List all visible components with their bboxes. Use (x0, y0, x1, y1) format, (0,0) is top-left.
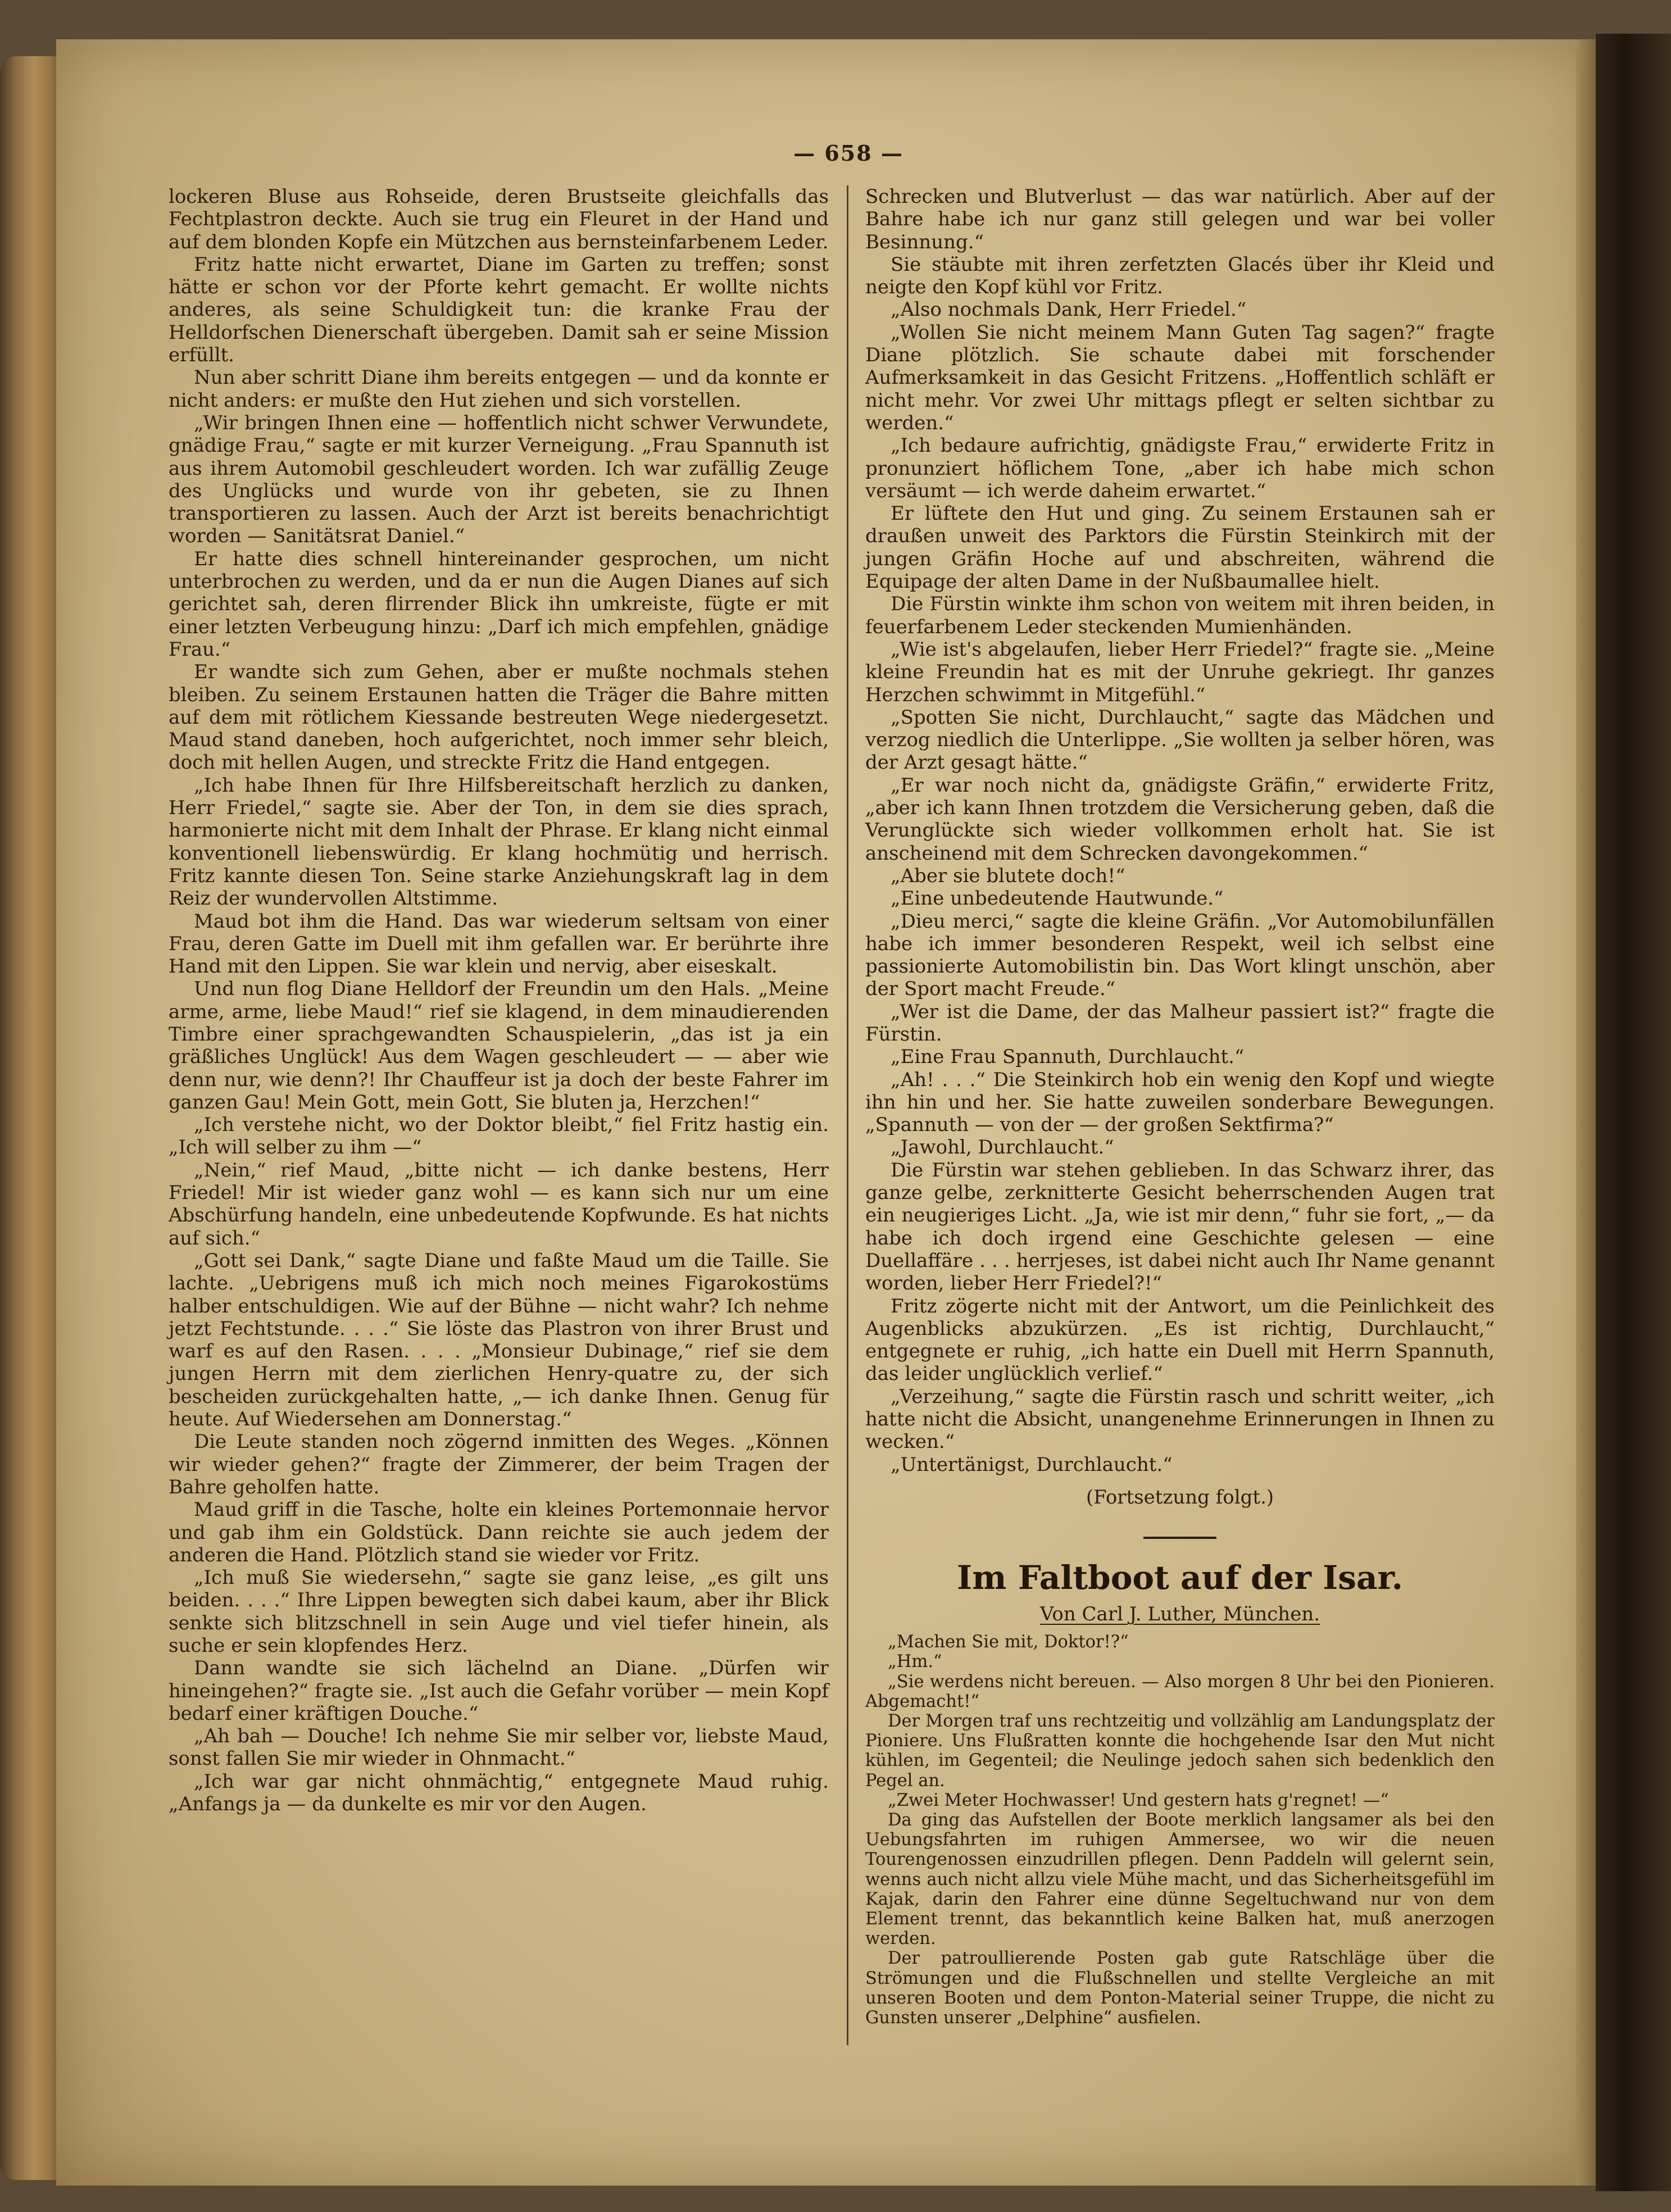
paragraph: „Dieu merci,“ sagte die kleine Gräfin. „Vor Automobilunfällen habe ich immer besonderen Respekt, weil ich selbst eine passionierte Automobilistin bin. Das Wort klingt unschön, aber der Sport macht Freude.“ (865, 910, 1495, 1001)
paragraph: „Gott sei Dank,“ sagte Diane und faßte Maud um die Taille. Sie lachte. „Uebrigens muß ich mich noch meines Figarokostüms halber entschuldigen. Wie auf der Bühne — nicht wahr? Ich nehme jetzt Fechtstunde. . . .“ Sie löste das Plastron von ihrer Brust und warf es auf den Rasen. . . . „Monsieur Dubinage,“ rief sie dem jungen Herrn mit dem zierlichen Henry-quatre zu, der sich bescheiden zurückgehalten hatte, „— ich danke Ihnen. Genug für heute. Auf Wiedersehen am Donnerstag.“ (169, 1249, 829, 1431)
paragraph: „Nein,“ rief Maud, „bitte nicht — ich danke bestens, Herr Friedel! Mir ist wieder ganz wohl — es kann sich nur um eine Abschürfung handeln, eine unbedeutende Kopfwunde. Es hat nichts auf sich.“ (169, 1159, 829, 1250)
paragraph: „Ich war gar nicht ohnmächtig,“ entgegnete Maud ruhig. „Anfangs ja — da dunkelte es mir vor den Augen. (169, 1770, 829, 1816)
paragraph: „Hm.“ (888, 1652, 942, 1672)
paragraph: „Ich muß Sie wiedersehn,“ sagte sie ganz leise, „es gilt uns beiden. . . .“ Ihre Lippen bewegten sich dabei kaum, aber ihr Blick senkte sich blitzschnell in sein Auge und viel tiefer hinein, als suche er sein klopfendes Herz. (169, 1566, 829, 1657)
paragraph: „Ich bedaure aufrichtig, gnädigste Frau,“ erwiderte Fritz in pronunziert höflichem Tone, „aber ich habe mich schon versäumt — ich werde daheim erwartet.“ (865, 434, 1495, 502)
paragraph: lockeren Bluse aus Rohseide, deren Brustseite gleichfalls das Fechtplastron deckte. Auch sie trug ein Fleuret in der Hand und auf dem blonden Kopfe ein Mützchen aus bernsteinfarbenem Leder. (169, 185, 829, 253)
paragraph: „Eine unbedeutende Hautwunde.“ (891, 887, 1224, 910)
section-divider (1143, 1537, 1216, 1539)
page-stack-edge (0, 56, 62, 2180)
paragraph: „Verzeihung,“ sagte die Fürstin rasch und schritt weiter, „ich hatte nicht die Absicht, unangenehme Erinnerungen in Ihnen zu wecken.“ (865, 1385, 1495, 1454)
paragraph: Fritz zögerte nicht mit der Antwort, um die Peinlichkeit des Augenblicks abzukürzen. „Es ist richtig, Durchlaucht,“ entgegnete er ruhig, „ich hatte ein Duell mit Herrn Spannuth, das leider unglücklich verlief.“ (865, 1295, 1495, 1386)
paragraph: Da ging das Aufstellen der Boote merklich langsamer als bei den Uebungsfahrten im ruhigen Ammersee, wo wir die neuen Tourengenossen einzudrillen pflegen. Denn Paddeln will gelernt sein, wenns auch nicht allzu viele Mühe macht, und das Sicherheitsgefühl im Kajak, darin den Fahrer eine dünne Segeltuchwand nur von dem Element trennt, das bekanntlich keine Balken hat, muß anerzogen werden. (865, 1810, 1495, 1949)
book-binding (1596, 34, 1671, 2191)
paragraph: „Eine Frau Spannuth, Durchlaucht.“ (891, 1046, 1245, 1069)
paragraph: Der Morgen traf uns rechtzeitig und vollzählig am Landungsplatz der Pioniere. Uns Flußratten konnte die hochgehende Isar den Mut nicht kühlen, im Gegenteil; die Neulinge jedoch sahen sich bedenklich den Pegel an. (865, 1711, 1495, 1791)
paragraph: „Er war noch nicht da, gnädigste Gräfin,“ erwiderte Fritz, „aber ich kann Ihnen trotzdem die Versicherung geben, daß die Verunglückte sich wieder vollkommen erholt hat. Sie ist anscheinend mit dem Schrecken davongekommen.“ (865, 774, 1495, 865)
paragraph: Er wandte sich zum Gehen, aber er mußte nochmals stehen bleiben. Zu seinem Erstaunen hatten die Träger die Bahre mitten auf dem mit rötlichem Kiessande bestreuten Wege niedergesetzt. Maud stand daneben, hoch aufgerichtet, noch immer sehr bleich, doch mit hellen Augen, und streckte Fritz die Hand entgegen. (169, 661, 829, 774)
paragraph: Und nun flog Diane Helldorf der Freundin um den Hals. „Meine arme, arme, liebe Maud!“ rief sie klagend, in dem minaudierenden Timbre einer sprachgewandten Schauspielerin, „das ist ja ein gräßliches Unglück! Aus dem Wagen geschleudert — — aber wie denn nur, wie denn?! Ihr Chauffeur ist ja doch der beste Fahrer im ganzen Gau! Mein Gott, mein Gott, Sie bluten ja, Herzchen!“ (169, 978, 829, 1114)
right-column (865, 185, 1495, 2028)
paragraph: Sie stäubte mit ihren zerfetzten Glacés über ihr Kleid und neigte den Kopf kühl vor Fritz. (865, 253, 1495, 299)
article-body (865, 1632, 1495, 2028)
paragraph: „Wollen Sie nicht meinem Mann Guten Tag sagen?“ fragte Diane plötzlich. Sie schaute dabei mit forschender Aufmerksamkeit in das Gesicht Fritzens. „Hoffentlich schläft er nicht mehr. Vor zwei Uhr mittags pflegt er selten sichtbar zu werden.“ (865, 321, 1495, 434)
paragraph: Die Leute standen noch zögernd inmitten des Weges. „Können wir wieder gehen?“ fragte der Zimmerer, der beim Tragen der Bahre geholfen hatte. (169, 1430, 829, 1498)
paragraph: „Ich verstehe nicht, wo der Doktor bleibt,“ fiel Fritz hastig ein. „Ich will selber zu ihm —“ (169, 1114, 829, 1159)
paragraph: Maud griff in die Tasche, holte ein kleines Portemonnaie hervor und gab ihm ein Goldstück. Dann reichte sie auch jedem der anderen die Hand. Plötzlich stand sie wieder vor Fritz. (169, 1498, 829, 1566)
page-number: — 658 — (793, 140, 903, 166)
column-divider (847, 185, 848, 2045)
paragraph: Schrecken und Blutverlust — das war natürlich. Aber auf der Bahre habe ich nur ganz still gelegen und war bei voller Besinnung.“ (865, 185, 1495, 253)
paragraph: „Spotten Sie nicht, Durchlaucht,“ sagte das Mädchen und verzog niedlich die Unterlippe. „Sie wollten ja selber hören, was der Arzt gesagt hätte.“ (865, 706, 1495, 774)
paragraph: Nun aber schritt Diane ihm bereits entgegen — und da konnte er nicht anders: er mußte den Hut ziehen und sich vorstellen. (169, 366, 829, 412)
paragraph: „Ah bah — Douche! Ich nehme Sie mir selber vor, liebste Maud, sonst fallen Sie mir wieder in Ohnmacht.“ (169, 1725, 829, 1770)
paragraph: Die Fürstin winkte ihm schon von weitem mit ihren beiden, in feuerfarbenem Leder steckenden Mumienhänden. (865, 593, 1495, 638)
paragraph: Maud bot ihm die Hand. Das war wiederum seltsam von einer Frau, deren Gatte im Duell mit ihm gefallen war. Er berührte ihre Hand mit den Lippen. Sie war klein und nervig, aber eiseskalt. (169, 910, 829, 978)
continued-note: (Fortsetzung folgt.) (1086, 1486, 1274, 1509)
paragraph: Die Fürstin war stehen geblieben. In das Schwarz ihrer, das ganze gelbe, zerknitterte Gesicht beherrschenden Augen trat ein neugieriges Licht. „Ja, wie ist mir denn,“ fuhr sie fort, „— da habe ich doch irgend eine Geschichte gelesen — eine Duellaffäre . . . herrjeses, ist dabei nicht auch Ihr Name genannt worden, lieber Herr Friedel?!“ (865, 1159, 1495, 1295)
article-byline: Von Carl J. Luther, München. (1039, 1603, 1320, 1626)
paragraph: „Machen Sie mit, Doktor!?“ (888, 1632, 1129, 1652)
paragraph: Er lüftete den Hut und ging. Zu seinem Erstaunen sah er draußen unweit des Parktors die Fürstin Steinkirch mit der jungen Gräfin Hoche auf und abschreiten, während die Equipage der alten Dame in der Nußbaumallee hielt. (865, 502, 1495, 593)
paragraph: „Aber sie blutete doch!“ (891, 864, 1125, 887)
paragraph: „Jawohl, Durchlaucht.“ (891, 1136, 1114, 1159)
paragraph: Fritz hatte nicht erwartet, Diane im Garten zu treffen; sonst hätte er schon vor der Pforte kehrt gemacht. Er wollte nichts anderes, als seine Schuldigkeit tun: die kranke Frau der Helldorfschen Dienerschaft übergeben. Damit sah er seine Mission erfüllt. (169, 253, 829, 367)
paragraph: Dann wandte sie sich lächelnd an Diane. „Dürfen wir hineingehen?“ fragte sie. „Ist auch die Gefahr vorüber — mein Kopf bedarf einer kräftigen Douche.“ (169, 1657, 829, 1725)
paragraph: „Sie werdens nicht bereuen. — Also morgen 8 Uhr bei den Pionieren. Abgemacht!“ (865, 1672, 1495, 1711)
paragraph: „Also nochmals Dank, Herr Friedel.“ (891, 298, 1247, 321)
paragraph: „Ah! . . .“ Die Steinkirch hob ein wenig den Kopf und wiegte ihn hin und her. Sie hatte zuweilen sonderbare Bewegungen. „Spannuth — von der — der großen Sektfirma?“ (865, 1068, 1495, 1137)
paragraph: „Untertänigst, Durchlaucht.“ (891, 1453, 1173, 1476)
paragraph: „Wir bringen Ihnen eine — hoffentlich nicht schwer Verwundete, gnädige Frau,“ sagte er mit kurzer Verneigung. „Frau Spannuth ist aus ihrem Automobil geschleudert worden. Ich war zufällig Zeuge des Unglücks und wurde von ihr gebeten, sie zu Ihnen transportieren zu lassen. Auch der Arzt ist bereits benachrichtigt worden — Sanitätsrat Daniel.“ (169, 411, 829, 548)
paragraph: Der patroullierende Posten gab gute Ratschläge über die Strömungen und die Flußschnellen und stellte Vergleiche an mit unseren Booten und dem Ponton-Material seiner Truppe, die nicht zu Gunsten unserer „Delphine“ ausfielen. (865, 1948, 1495, 2028)
left-column (169, 185, 829, 1815)
paragraph: „Ich habe Ihnen für Ihre Hilfsbereitschaft herzlich zu danken, Herr Friedel,“ sagte sie. Aber der Ton, in dem sie dies sprach, harmonierte nicht mit dem Inhalt der Phrase. Er klang nicht einmal konventionell liebenswürdig. Er klang hochmütig und herrisch. Fritz kannte diesen Ton. Seine starke Anziehungskraft lag in dem Reiz der wundervollen Altstimme. (169, 774, 829, 910)
paragraph: „Wer ist die Dame, der das Malheur passiert ist?“ fragte die Fürstin. (865, 1000, 1495, 1046)
article-title: Im Faltboot auf der Isar. (957, 1559, 1403, 1597)
paragraph: „Zwei Meter Hochwasser! Und gestern hats g'regnet! —“ (888, 1790, 1389, 1810)
paragraph: „Wie ist's abgelaufen, lieber Herr Friedel?“ fragte sie. „Meine kleine Freundin hat es mit der Unruhe gekriegt. Ihr ganzes Herzchen schwimmt in Mitgefühl.“ (865, 638, 1495, 706)
paragraph: Er hatte dies schnell hintereinander gesprochen, um nicht unterbrochen zu werden, und da er nun die Augen Dianes auf sich gerichtet sah, deren flirrender Blick ihn umkreiste, fügte er mit einer letzten Verbeugung hinzu: „Darf ich mich empfehlen, gnädige Frau.“ (169, 547, 829, 661)
